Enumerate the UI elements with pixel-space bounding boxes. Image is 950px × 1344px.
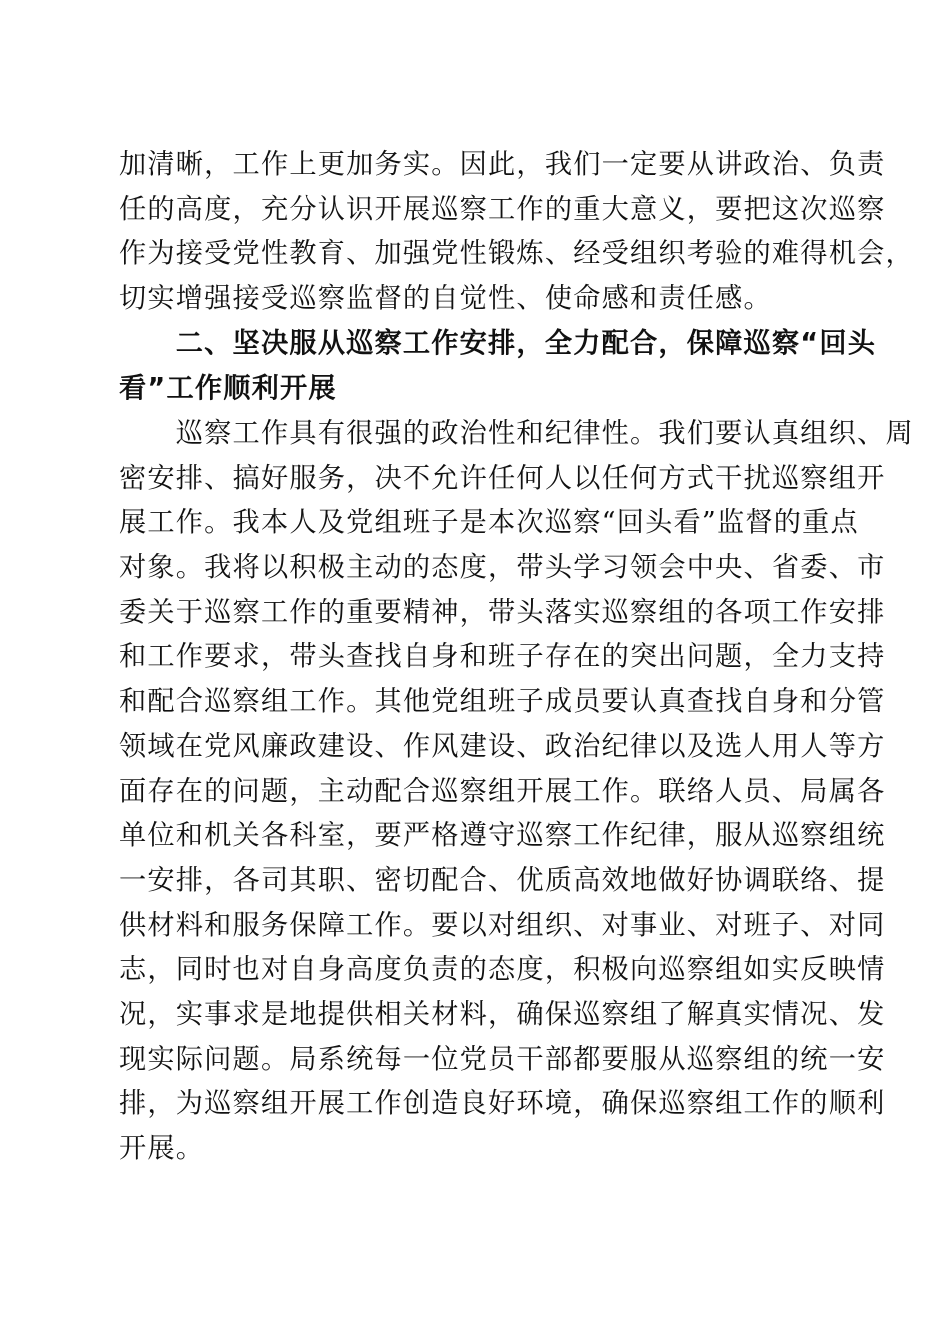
text-line: 密安排、搞好服务，决不允许任何人以任何方式干扰巡察组开 bbox=[119, 462, 886, 494]
text-line: 况，实事求是地提供相关材料，确保巡察组了解真实情况、发 bbox=[119, 998, 886, 1030]
text-line: 开展。 bbox=[119, 1133, 205, 1164]
text-line: 对象。我将以积极主动的态度，带头学习领会中央、省委、市 bbox=[119, 552, 886, 584]
section-heading-2 bbox=[119, 322, 877, 411]
text-line: 和工作要求，带头查找自身和班子存在的突出问题，全力支持 bbox=[119, 641, 886, 673]
text-line: 作为接受党性教育、加强党性锻炼、经受组织考验的难得机会， bbox=[119, 238, 914, 270]
text-line: 领域在党风廉政建设、作风建设、政治纪律以及选人用人等方 bbox=[119, 730, 886, 762]
paragraph-intro-continuation bbox=[119, 143, 914, 322]
heading-line: 看”工作顺利开展 bbox=[119, 372, 337, 404]
text-line: 加清晰，工作上更加务实。因此，我们一定要从讲政治、负责 bbox=[119, 149, 886, 180]
text-line: 排，为巡察组开展工作创造良好环境，确保巡察组工作的顺利 bbox=[119, 1088, 886, 1120]
text-line: 切实增强接受巡察监督的自觉性、使命感和责任感。 bbox=[119, 283, 772, 315]
text-line: 单位和机关各科室，要严格遵守巡察工作纪律，服从巡察组统 bbox=[119, 820, 886, 852]
text-line: 面存在的问题，主动配合巡察组开展工作。联络人员、局属各 bbox=[119, 775, 886, 807]
text-line: 志，同时也对自身高度负责的态度，积极向巡察组如实反映情 bbox=[119, 954, 886, 986]
text-line: 任的高度，充分认识开展巡察工作的重大意义，要把这次巡察 bbox=[119, 193, 886, 225]
text-line: 现实际问题。局系统每一位党员干部都要服从巡察组的统一安 bbox=[119, 1043, 886, 1075]
text-line: 展工作。我本人及党组班子是本次巡察“回头看”监督的重点 bbox=[119, 507, 859, 539]
text-line: 一安排，各司其职、密切配合、优质高效地做好协调联络、提 bbox=[119, 864, 886, 896]
paragraph-body bbox=[119, 412, 914, 1172]
text-line: 委关于巡察工作的重要精神，带头落实巡察组的各项工作安排 bbox=[119, 596, 886, 628]
text-line: 巡察工作具有很强的政治性和纪律性。我们要认真组织、周 bbox=[119, 418, 914, 449]
heading-line: 二、坚决服从巡察工作安排，全力配合，保障巡察“回头 bbox=[119, 328, 877, 359]
text-line: 和配合巡察组工作。其他党组班子成员要认真查找自身和分管 bbox=[119, 686, 886, 718]
text-line: 供材料和服务保障工作。要以对组织、对事业、对班子、对同 bbox=[119, 909, 886, 941]
